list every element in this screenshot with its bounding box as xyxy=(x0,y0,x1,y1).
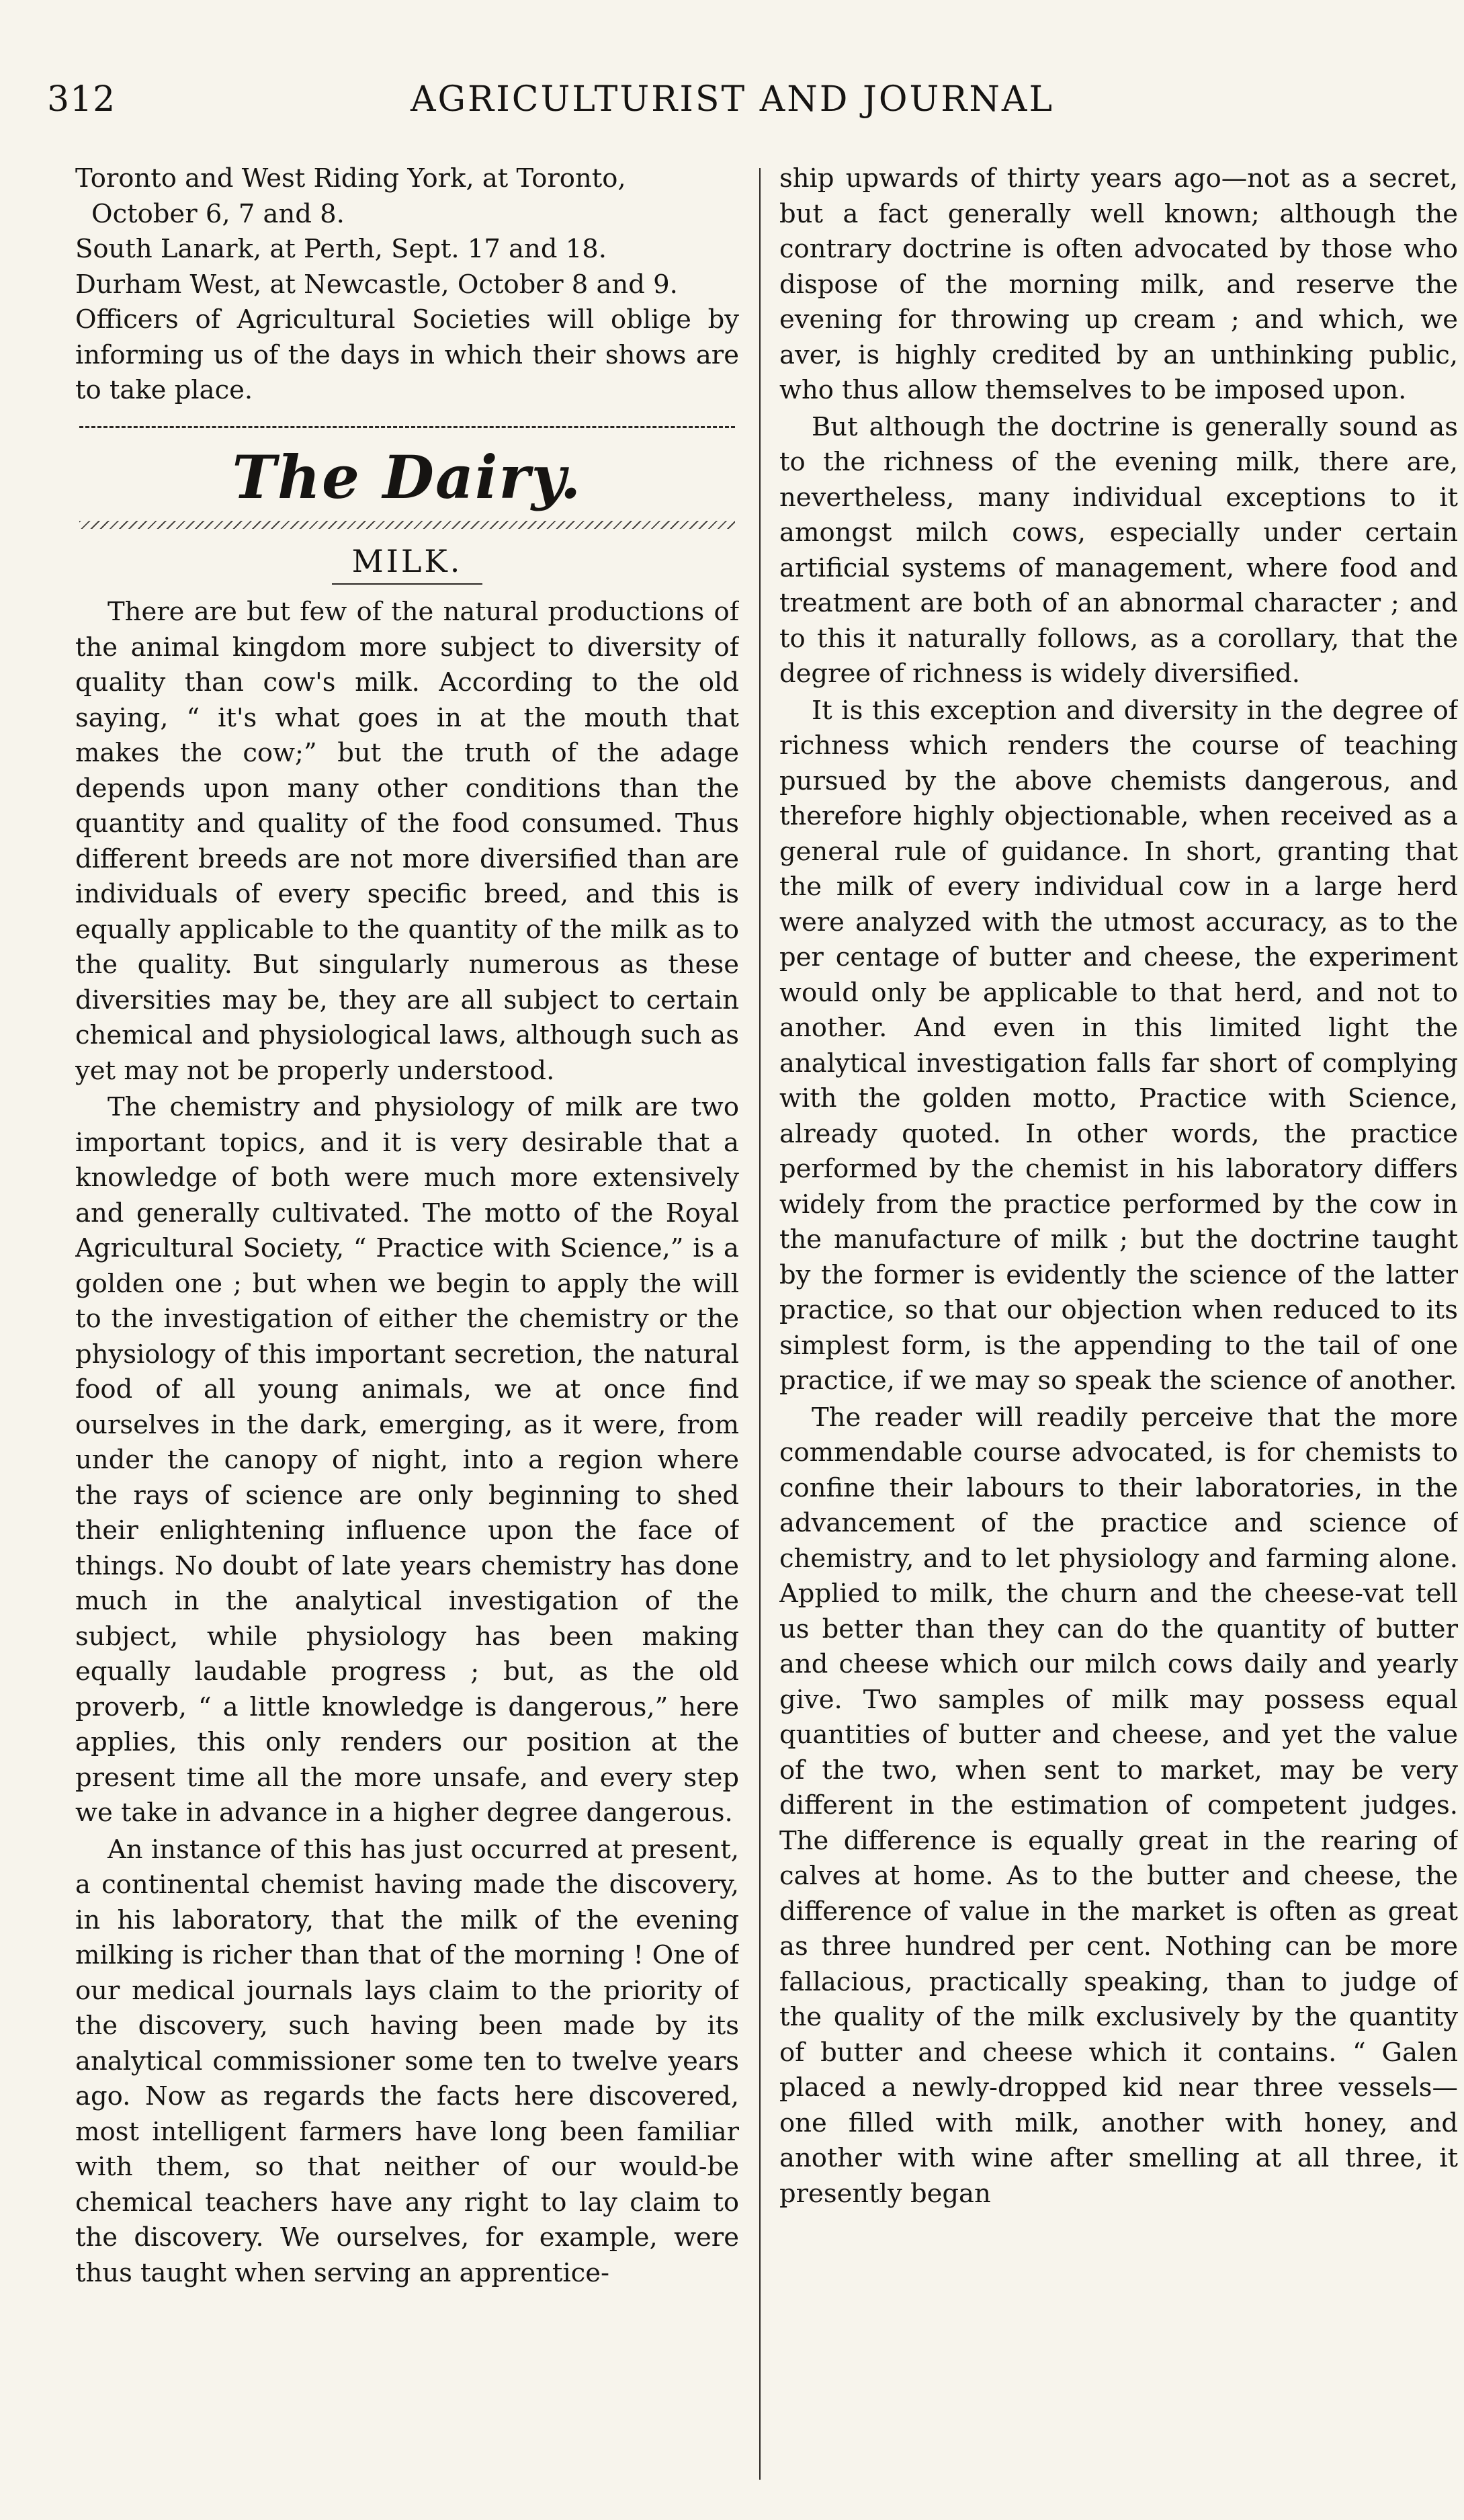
article-paragraph: The chemistry and physiology of milk are two important topics, and it is very desirable that a knowledge of both were much more extensively and generally cultivated. The motto of the Royal Agricultural Society, “ Practice with Science,” is a golden one ; but when we begin to apply the will to the investigation of either the chemistry or the physiology of this important secretion, the natural food of all young animals, we at once find ourselves in the dark, emerging, as it were, from under the canopy of night, into a region where the rays of science are only beginning to shed their enlightening influence upon the face of things. No doubt of late years chemistry has done much in the analytical investigation of the subject, while physiology has been making equally laudable progress ; but, as the old proverb, “ a little knowledge is dangerous,” here applies, this only renders our position at the present time all the more unsafe, and every step we take in advance in a higher degree dangerous. xyxy=(75,1092,739,1828)
article-paragraph: There are but few of the natural productions of the animal kingdom more subject to diversity of quality than cow's milk. According to the old saying, “ it's what goes in at the mouth that makes the cow;” but the truth of the adage depends upon many other conditions than the quantity and quality of the food consumed. Thus different breeds are not more diversified than are individuals of every specific breed, and this is equally applicable to the quantity of the milk as to the quality. But singularly numerous as these diversities may be, they are all subject to certain chemical and physiological laws, although such as yet may not be properly understood. xyxy=(75,597,739,1086)
shows-list xyxy=(75,161,739,409)
section-title: The Dairy. xyxy=(232,442,583,512)
show-notice: Officers of Agricultural Societies will oblige by informing us of the days in which their shows are to take place. xyxy=(75,304,739,405)
article-paragraph-continued: ship upwards of thirty years ago—not as a secret, but a fact generally well known; although the contrary doctrine is often advocated by those who dispose of the morning milk, and reserve the evening for throwing up cream ; and which, we aver, is highly credited by an unthinking public, who thus allow themselves to be imposed upon. xyxy=(779,163,1458,405)
show-entry: South Lanark, at Perth, Sept. 17 and 18. xyxy=(75,234,607,264)
wavy-divider xyxy=(79,521,735,529)
running-title: AGRICULTURIST AND JOURNAL xyxy=(410,79,1055,120)
section-divider xyxy=(79,426,735,428)
article-paragraph: But although the doctrine is generally sound as to the richness of the evening milk, there are, nevertheless, many individual exceptions to it amongst milch cows, especially under certain artificial systems of management, where food and treatment are both of an abnormal character ; and to this it naturally follows, as a corollary, that the degree of richness is widely diversified. xyxy=(779,411,1458,689)
show-entry: Toronto and West Riding York, at Toronto, October 6, 7 and 8. xyxy=(75,163,626,229)
article-title: MILK. xyxy=(332,543,483,585)
article-paragraph: It is this exception and diversity in the degree of richness which renders the course of teaching pursued by the above chemists dangerous, and therefore highly objectionable, when received as a general rule of guidance. In short, granting that the milk of every individual cow in a large herd were analyzed with the utmost accuracy, as to the per centage of butter and cheese, the experiment would only be applicable to that herd, and not to another. And even in this limited light the analytical investigation falls far short of complying with the golden motto, Practice with Science, already quoted. In other words, the practice performed by the chemist in his laboratory differs widely from the practice performed by the cow in the manufacture of milk ; but the doctrine taught by the former is evidently the science of the latter practice, so that our objection when reduced to its simplest form, is the appending to the tail of one practice, if we may so speak the science of another. xyxy=(779,695,1458,1396)
page-header xyxy=(47,79,1418,126)
right-column xyxy=(779,161,1458,2493)
article-paragraph: An instance of this has just occurred at present, a continental chemist having made the discovery, in his laboratory, that the milk of the evening milking is richer than that of the morning ! One of our medical journals lays claim to the priority of the discovery, such having been made by its analytical commissioner some ten to twelve years ago. Now as regards the facts here discovered, most intelligent farmers have long been familiar with them, so that neither of our would-be chemical teachers have any right to lay claim to the discovery. We ourselves, for example, were thus taught when serving an apprentice- xyxy=(75,1834,739,2288)
article-paragraph: The reader will readily perceive that the more commendable course advocated, is for chemists to confine their labours to their laboratories, in the advancement of the practice and science of chemistry, and to let physiology and farming alone. Applied to milk, the churn and the cheese-vat tell us better than they can do the quantity of butter and cheese which our milch cows daily and yearly give. Two samples of milk may possess equal quantities of butter and cheese, and yet the value of the two, when sent to market, may be very different in the estimation of competent judges. The difference is equally great in the rearing of calves at home. As to the butter and cheese, the difference of value in the market is often as great as three hundred per cent. Nothing can be more fallacious, practically speaking, than to judge of the quality of the milk exclusively by the quantity of butter and cheese which it contains. “ Galen placed a newly-dropped kid near three vessels—one filled with milk, another with honey, and another with wine after smelling at all three, it presently began xyxy=(779,1402,1458,2209)
show-entry: Durham West, at Newcastle, October 8 and 9. xyxy=(75,269,678,300)
article-title-wrap xyxy=(75,544,739,579)
left-column xyxy=(75,161,739,2493)
page-number: 312 xyxy=(47,79,116,120)
column-rule xyxy=(759,168,761,2480)
